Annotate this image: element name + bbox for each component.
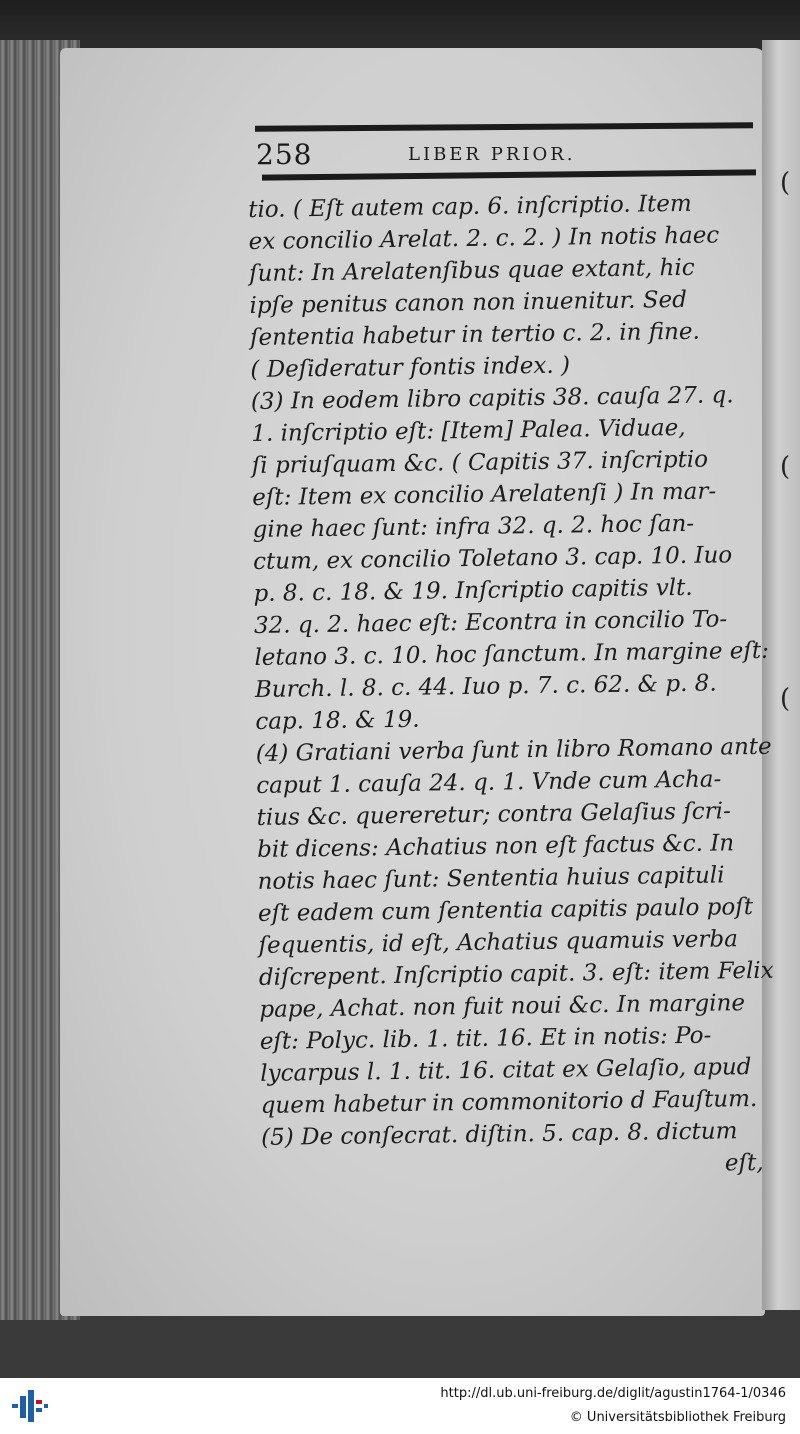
- text-line: ſequentis, id eſt, Achatius quamuis verba: [258, 926, 739, 959]
- margin-fragment: (: [780, 168, 791, 198]
- text-line: tius &c. quereretur; contra Gelaſius ſcri-: [256, 798, 731, 831]
- page-number: 258: [256, 138, 313, 171]
- text-line: gine haec ſunt: infra 32. q. 2. hoc ſan-: [252, 510, 695, 543]
- text-line: Burch. l. 8. c. 44. Iuo p. 7. c. 62. & p. 8.: [254, 670, 717, 703]
- margin-fragment: (: [780, 452, 791, 482]
- text-line: lycarpus l. 1. tit. 16. citat ex Gelaſio, apud: [260, 1054, 752, 1087]
- text-line: ex concilio Arelat. 2. c. 2. ) In notis haec: [248, 222, 720, 255]
- text-line: (3) In eodem libro capitis 38. cauſa 27. q.: [250, 382, 734, 415]
- text-line: p. 8. c. 18. & 19. Inſcriptio capitis vlt.: [253, 574, 693, 607]
- ub-freiburg-logo-icon: [10, 1386, 50, 1426]
- text-line: eſt eadem cum ſententia capitis paulo poſt: [257, 894, 754, 927]
- text-line: 1. inſcriptio eſt: [Item] Palea. Viduae,: [251, 414, 686, 447]
- margin-fragment: (: [780, 684, 791, 714]
- text-line: (4) Gratiani verba ſunt in libro Romano ante: [255, 733, 772, 767]
- copyright-notice: © Universitätsbibliothek Freiburg: [569, 1410, 786, 1425]
- library-footer: [0, 1378, 800, 1434]
- text-line: (5) De conſecrat. diſtin. 5. cap. 8. dictum: [260, 1118, 738, 1151]
- text-line: letano 3. c. 10. hoc ſanctum. In margine eſt:: [254, 637, 770, 671]
- text-line: eſt: Polyc. lib. 1. tit. 16. Et in notis: Po-: [259, 1022, 712, 1055]
- text-line: ipſe penitus canon non inuenitur. Sed: [249, 286, 688, 319]
- text-line: notis haec ſunt: Sententia huius capituli: [257, 862, 725, 895]
- text-line: ſi priuſquam &c. ( Capitis 37. inſcriptio: [251, 446, 709, 479]
- text-line: 32. q. 2. haec eſt: Econtra in concilio To-: [253, 606, 728, 639]
- body-text: [248, 187, 782, 1186]
- text-line: pape, Achat. non fuit noui &c. In margine: [259, 990, 746, 1023]
- text-line: ſententia habetur in tertio c. 2. in fine.: [249, 318, 701, 351]
- text-line: ( Deſideratur fontis index. ): [250, 352, 571, 383]
- text-line: tio. ( Eſt autem cap. 6. inſcriptio. Item: [248, 190, 692, 223]
- text-line: quem habetur in commonitorio d Fauſtum.: [260, 1085, 758, 1119]
- text-line: eſt: Item ex concilio Arelatenſi ) In mar-: [252, 478, 717, 511]
- text-line: ſunt: In Arelatenſibus quae extant, hic: [248, 254, 695, 287]
- running-head: LIBER PRIOR.: [408, 144, 576, 165]
- text-line: diſcrepent. Inſcriptio capit. 3. eſt: item Felix: [258, 957, 774, 991]
- source-url-link[interactable]: http://dl.ub.uni-freiburg.de/diglit/agustin1764-1/0346: [440, 1386, 786, 1401]
- text-line: eſt,: [724, 1149, 764, 1177]
- text-line: caput 1. cauſa 24. q. 1. Vnde cum Acha-: [256, 766, 722, 799]
- text-line: bit dicens: Achatius non eſt factus &c. In: [256, 830, 735, 863]
- text-line: ctum, ex concilio Toletano 3. cap. 10. Iuo: [252, 542, 733, 575]
- text-line: cap. 18. & 19.: [255, 706, 420, 735]
